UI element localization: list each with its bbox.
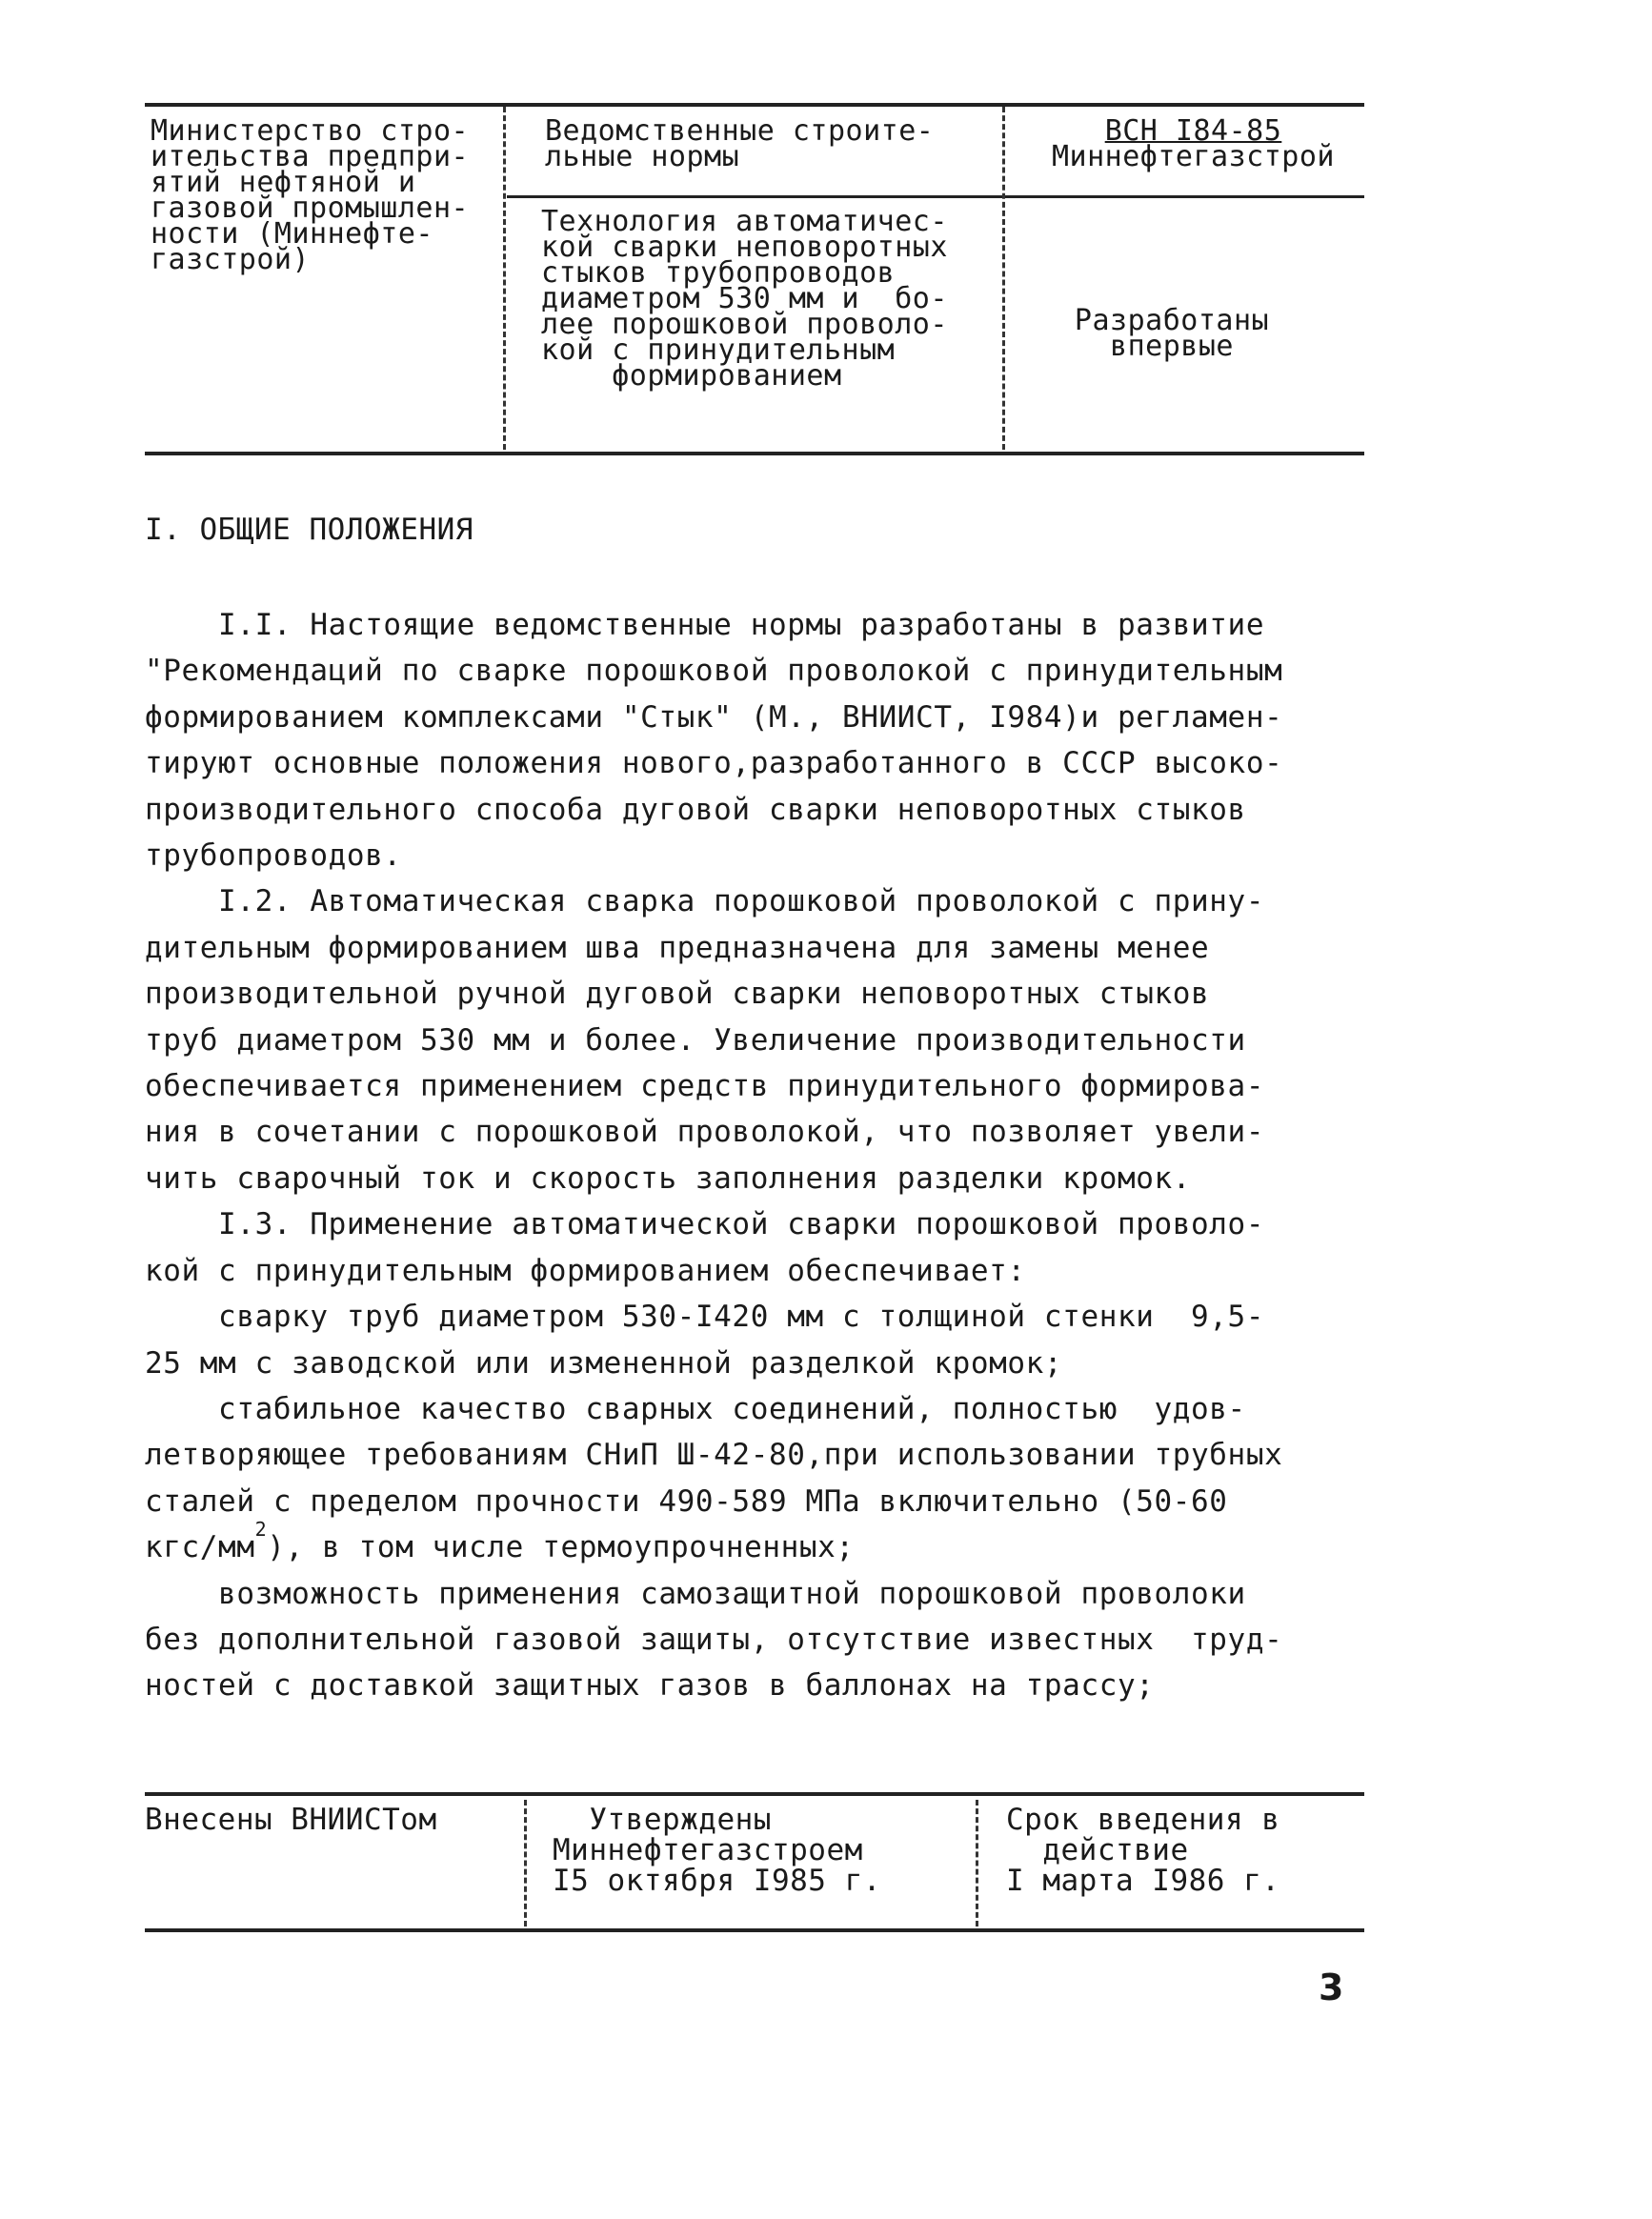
norms-type: Ведомственные строите- льные нормы bbox=[545, 114, 935, 173]
paragraph-1-3: I.3. Применение автоматической сварки порошковой проволо- кой с принудительным формированием обеспечивает: bbox=[145, 1207, 1265, 1288]
header-middle-rule bbox=[507, 195, 1364, 198]
document-code: ВСН I84-85 bbox=[1104, 114, 1282, 148]
document-status: Разработаны впервые bbox=[1074, 304, 1270, 363]
document-title: Технология автоматичес- кой сварки неповоротных стыков трубопроводов диаметром 530 мм и бо- лее порошковой проволо- кой с принудительным формированием bbox=[541, 205, 948, 393]
list-item: сварку труб диаметром 530-I420 мм с толщиной стенки 9,5- 25 мм с заводской или измененной разделкой кромок; bbox=[145, 1300, 1265, 1381]
superscript: 2 bbox=[254, 1518, 268, 1542]
footer-column-separator bbox=[976, 1800, 978, 1926]
page-number: 3 bbox=[1319, 1967, 1344, 2008]
section-heading: I. ОБЩИЕ ПОЛОЖЕНИЯ bbox=[145, 513, 473, 547]
paragraph-1-1: I.I. Настоящие ведомственные нормы разработаны в развитие "Рекомендаций по сварке порошковой проволокой с принудительным формированием комплексами "Стык" (М., ВНИИСТ, I984)и регламен- тируют основные положения нового,разработанного в СССР высоко- производительного способа дуговой сварки неповоротных стыков трубопроводов. bbox=[145, 608, 1283, 874]
ministry-name: Министерство стро- ительства предпри- ятий нефтяной и газовой промышлен- ности (Миннефте- газстрой) bbox=[151, 114, 470, 276]
introduced-by: Внесены ВНИИСТом bbox=[145, 1803, 437, 1837]
list-item-continuation: ), в том числе термоупрочненных; bbox=[267, 1530, 855, 1565]
footer-column-separator bbox=[524, 1800, 527, 1926]
document-organization: Миннефтегазстрой bbox=[1052, 140, 1335, 173]
body-text bbox=[145, 602, 1383, 1709]
approved-by: Утверждены Миннефтегазстроем I5 октября I985 г. bbox=[553, 1803, 881, 1898]
list-item: возможность применения самозащитной порошковой проволоки без дополнительной газовой защиты, отсутствие известных труд- ностей с доставкой защитных газов в баллонах на трассу; bbox=[145, 1576, 1283, 1704]
header-column-separator bbox=[503, 107, 506, 450]
header-column-separator bbox=[1002, 107, 1005, 450]
list-item: стабильное качество сварных соединений, полностью удов- летворяющее требованиям СНиП Ш-42-80,при использовании трубных сталей с пределом прочности 490-589 МПа включительно (50-60 кгс/мм bbox=[145, 1391, 1283, 1565]
header-bottom-rule bbox=[145, 452, 1364, 455]
footer-top-rule bbox=[145, 1792, 1364, 1796]
paragraph-1-2: I.2. Автоматическая сварка порошковой проволокой с прину- дительным формированием шва предназначена для замены менее производительной ручной дуговой сварки неповоротных стыков труб диаметром 530 мм и более. Увеличение производительности обеспечивается применением средств принудительного формирова- ния в сочетании с порошковой проволокой, что позволяет увели- чить сварочный ток и скорость заполнения разделки кромок. bbox=[145, 884, 1265, 1196]
footer-bottom-rule bbox=[145, 1928, 1364, 1932]
header-top-rule bbox=[145, 103, 1364, 107]
effective-date: Срок введения в действие I марта I986 г. bbox=[1006, 1803, 1280, 1898]
